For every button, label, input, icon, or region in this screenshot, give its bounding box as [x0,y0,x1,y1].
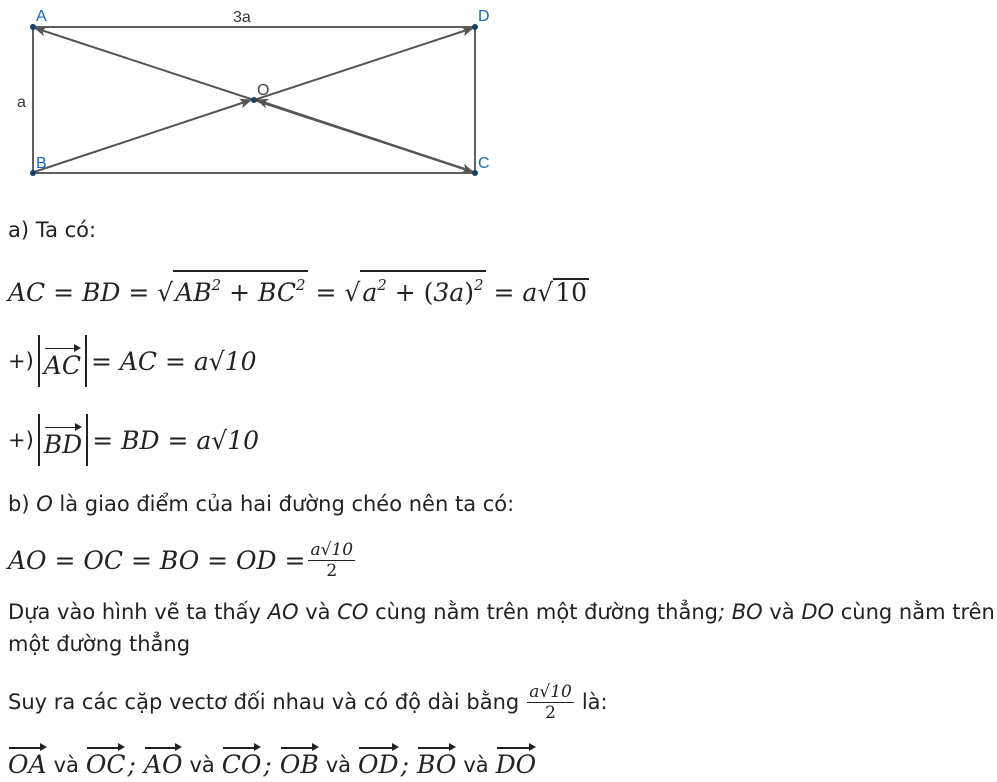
bullet-1-rhs: = AC = a√10 [90,346,257,376]
intro-prefix: b) [8,492,37,516]
fraction-numerator: a√10 [310,539,354,560]
abs-bar-left [38,335,40,387]
vector-pairs-line [8,735,536,779]
segment-ao: AO [267,600,299,624]
vector-ao: AO [144,742,183,779]
part-b-equality [8,536,358,584]
part-a-bullet-1 [8,333,257,389]
bullet-2-rhs: = BD = a√10 [92,425,260,455]
part-a-intro: a) Ta có: [8,218,97,242]
vector-o-to-c [254,100,473,172]
intro-point-o: O [36,492,53,516]
vector-o-to-d [254,28,473,100]
word-va: và [305,600,331,624]
label-c: C [478,155,490,172]
vector-bd: BD [44,422,82,459]
word-va: và [463,753,489,777]
para-text-1: Dựa vào hình vẽ ta thấy [8,600,261,624]
abs-bar-left [38,414,40,466]
bullet-2-prefix: +) [8,428,34,452]
fraction-a-sqrt10-over-2 [527,682,574,723]
separator-semicolon: ; [263,750,272,779]
vector-oc: OC [86,742,126,779]
conclusion-prefix: Suy ra các cặp vectơ đối nhau và có độ dài bằng [8,690,520,714]
word-va: và [769,600,795,624]
word-va: và [189,753,215,777]
vector-ob: OB [280,742,319,779]
fraction-numerator: a√10 [529,681,572,702]
abs-bar-right [85,335,87,387]
para-text-3: cùng nằm trên [840,600,995,624]
separator-semicolon: ; [400,750,409,779]
separator-semicolon: ; [127,750,136,779]
vector-b-to-o [34,100,251,172]
part-a-bullet-2 [8,412,259,468]
label-top-length: 3a [233,9,251,26]
vector-do: DO [496,742,537,779]
vector-co: CO [222,742,262,779]
intro-rest: là giao điểm của hai đường chéo nên ta có: [52,492,515,516]
para-text-2: cùng nằm trên một đường thẳng [375,600,718,624]
vector-o-to-a [35,28,254,100]
part-b-intro [8,490,514,518]
label-b: B [36,155,47,172]
bullet-1-prefix: +) [8,349,34,373]
segment-co: CO [337,600,369,624]
part-a-formula: AC = BD = $√AB^2 + BC^2 = √a^2 + (3a)^2 = a√10$ [8,270,589,307]
semicolon: ; [717,600,726,624]
word-va: và [53,753,79,777]
equality-text: AO = OC = BO = OD = [8,545,306,575]
vector-bo: BO [417,742,456,779]
fraction-denominator: 2 [545,702,556,723]
label-side-length: a [17,94,26,111]
label-a: A [36,8,47,25]
segment-bo: BO [731,600,763,624]
conclusion-suffix: là: [581,690,608,714]
rectangle-figure [0,0,520,190]
part-b-conclusion [8,678,608,726]
label-d: D [478,8,490,25]
segment-do: DO [801,600,835,624]
word-va: và [325,753,352,777]
part-b-paragraph-line-1 [8,598,995,626]
fraction-a-sqrt10-over-2 [308,540,355,581]
abs-bar-right [86,414,88,466]
part-b-paragraph-line-2: một đường thẳng [8,632,191,656]
vector-ac: AC [44,343,81,380]
vector-od: OD [358,742,399,779]
label-o: O [257,82,270,99]
fraction-denominator: 2 [326,560,338,581]
vector-oa: OA [8,742,47,779]
